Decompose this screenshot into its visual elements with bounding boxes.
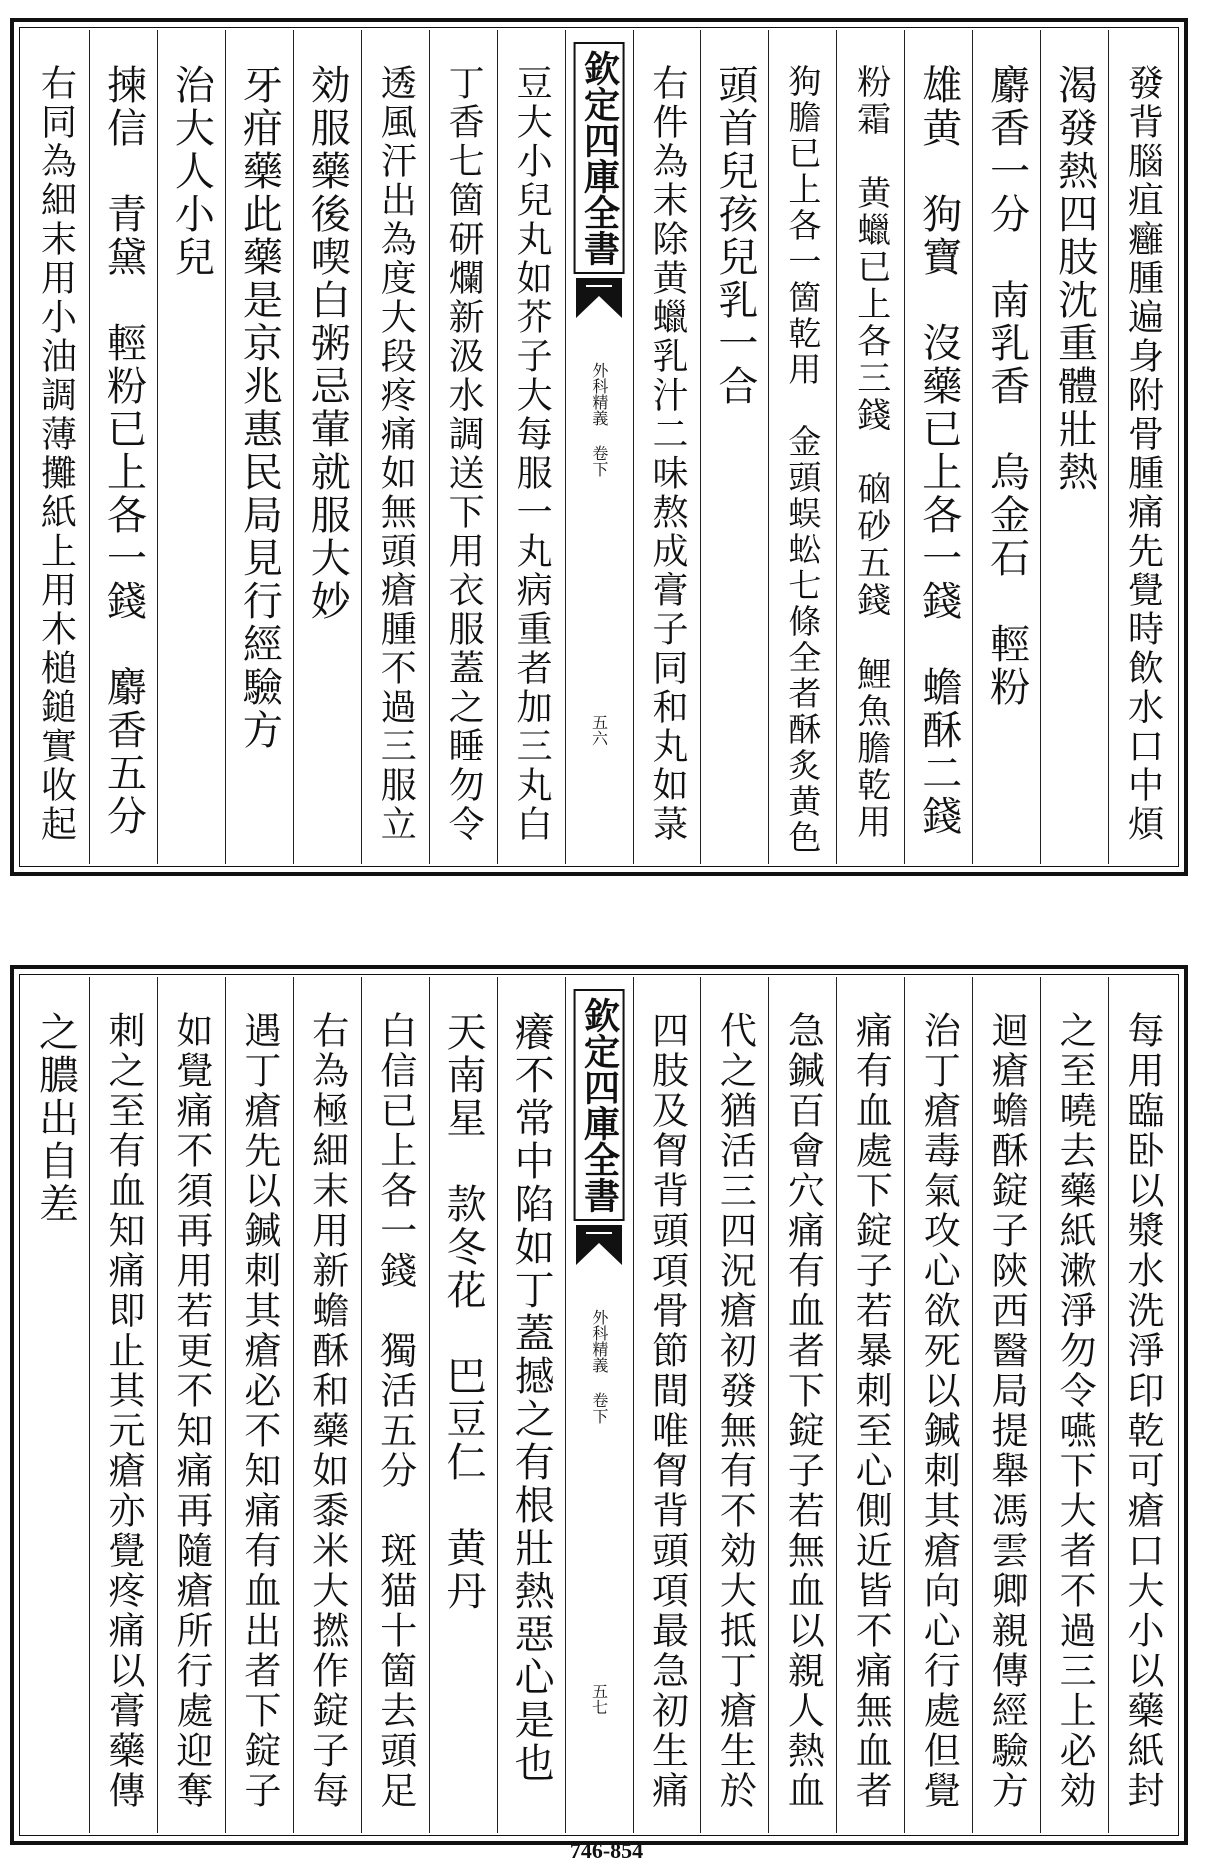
volume-subtitle: 外科精義 卷下 xyxy=(589,1309,609,1424)
text-column xyxy=(89,977,157,1833)
column-text: 効服藥後喫白粥忌葷就服大妙 xyxy=(304,64,351,623)
column-text: 之膿出自差 xyxy=(32,1011,79,1226)
column-text: 刺之至有血知痛即止其元瘡亦覺疼痛以膏藥傳 xyxy=(101,1011,145,1811)
text-column xyxy=(1040,977,1108,1833)
column-text: 揀信 青黛 輕粉已上各一錢 麝香五分 xyxy=(100,64,147,838)
lower-columns xyxy=(22,977,1176,1833)
text-column xyxy=(361,30,429,864)
text-column xyxy=(768,30,836,864)
center-fold-column xyxy=(565,977,633,1833)
upper-columns xyxy=(22,30,1176,864)
text-column xyxy=(157,30,225,864)
column-text: 之至曉去藥紙漱淨勿令嚥下大者不過三上必効 xyxy=(1053,1011,1097,1811)
column-text: 粉霜 黄蠟已上各三錢 硇砂五錢 鯉魚膽乾用 xyxy=(850,64,891,841)
text-column xyxy=(836,977,904,1833)
column-text: 渴發熱四肢沈重體壯熱 xyxy=(1051,64,1098,494)
column-text: 透風汗出為度大段疼痛如無頭瘡腫不過三服立 xyxy=(375,64,417,844)
column-text: 丁香七箇研爛新汲水調送下用衣服蓋之睡勿令 xyxy=(443,64,485,844)
column-text: 雄黄 狗寶 沒藥已上各一錢 蟾酥二錢 xyxy=(915,64,962,838)
text-column xyxy=(89,30,157,864)
text-column xyxy=(497,30,565,864)
text-column xyxy=(429,30,497,864)
fish-tail-mark-icon xyxy=(576,278,622,318)
column-text: 四肢及胷背頭項骨節間唯胷背頭項最急初生痛 xyxy=(645,1011,689,1811)
text-column xyxy=(1108,977,1176,1833)
column-text: 急鍼百會穴痛有血者下錠子若無血以親人熱血 xyxy=(781,1011,825,1811)
page-number: 五七 xyxy=(589,1683,609,1715)
text-column xyxy=(700,30,768,864)
text-column xyxy=(429,977,497,1833)
page-number: 五六 xyxy=(589,714,609,746)
column-text: 牙疳藥此藥是京兆惠民局見行經驗方 xyxy=(236,64,283,752)
text-column xyxy=(633,977,701,1833)
text-column xyxy=(293,30,361,864)
column-text: 治大人小兒 xyxy=(168,64,215,279)
text-column xyxy=(972,30,1040,864)
text-column xyxy=(904,30,972,864)
text-column xyxy=(1108,30,1176,864)
text-column xyxy=(972,977,1040,1833)
upper-book-page xyxy=(10,18,1188,876)
column-text: 右為極細末用新蟾酥和藥如黍米大撚作錠子每 xyxy=(305,1011,349,1811)
column-text: 如覺痛不須再用若更不知痛再隨瘡所行處迎奪 xyxy=(169,1011,213,1811)
text-column xyxy=(361,977,429,1833)
text-column xyxy=(1040,30,1108,864)
column-text: 每用臨卧以漿水洗淨印乾可瘡口大小以藥紙封 xyxy=(1121,1011,1165,1811)
column-text: 遇丁瘡先以鍼刺其瘡必不知痛有血出者下錠子 xyxy=(237,1011,281,1811)
text-column xyxy=(225,30,293,864)
text-column xyxy=(157,977,225,1833)
text-column xyxy=(225,977,293,1833)
column-text: 發背腦疽癰腫遍身附骨腫痛先覺時飲水口中煩 xyxy=(1122,64,1164,844)
text-column xyxy=(836,30,904,864)
text-column xyxy=(22,30,89,864)
column-text: 迴瘡蟾酥錠子陝西醫局提舉馮雲卿親傳經驗方 xyxy=(985,1011,1029,1811)
column-text: 豆大小兒丸如芥子大每服一丸病重者加三丸白 xyxy=(511,64,553,844)
column-text: 代之猶活三四況瘡初發無有不効大抵丁瘡生於 xyxy=(713,1011,757,1811)
lower-book-page xyxy=(10,965,1188,1845)
book-title: 欽定四庫全書 xyxy=(574,42,625,274)
text-column xyxy=(700,977,768,1833)
footer-reference-number: 746-854 xyxy=(569,1838,644,1863)
column-text: 白信已上各一錢 獨活五分 斑猫十箇去頭足 xyxy=(373,1011,417,1811)
column-text: 右件為末除黄蠟乳汁二味熬成膏子同和丸如菉 xyxy=(646,64,688,844)
center-fold-column xyxy=(565,30,633,864)
text-column xyxy=(497,977,565,1833)
volume-subtitle: 外科精義 卷下 xyxy=(589,362,609,477)
column-text: 狗膽已上各一箇乾用 金頭蜈蚣七條全者酥炙黄色 xyxy=(783,64,823,856)
column-text: 頭首兒孩兒乳一合 xyxy=(711,64,758,408)
text-column xyxy=(633,30,701,864)
text-column xyxy=(293,977,361,1833)
column-text: 右同為細末用小油調薄攤紙上用木槌鎚實收起 xyxy=(35,64,77,844)
text-column xyxy=(904,977,972,1833)
column-text: 天南星 款冬花 巴豆仁 黄丹 xyxy=(440,1011,487,1613)
column-text: 治丁瘡毒氣攻心欲死以鍼刺其瘡向心行處但覺 xyxy=(917,1011,961,1811)
column-text: 痛有血處下錠子若暴刺至心側近皆不痛無血者 xyxy=(849,1011,893,1811)
text-column xyxy=(22,977,89,1833)
text-column xyxy=(768,977,836,1833)
column-text: 麝香一分 南乳香 烏金石 輕粉 xyxy=(983,64,1030,709)
book-title: 欽定四庫全書 xyxy=(574,989,625,1221)
fish-tail-mark-icon xyxy=(576,1225,622,1265)
column-text: 癢不常中陷如丁蓋撼之有根壯熱惡心是也 xyxy=(508,1011,555,1785)
